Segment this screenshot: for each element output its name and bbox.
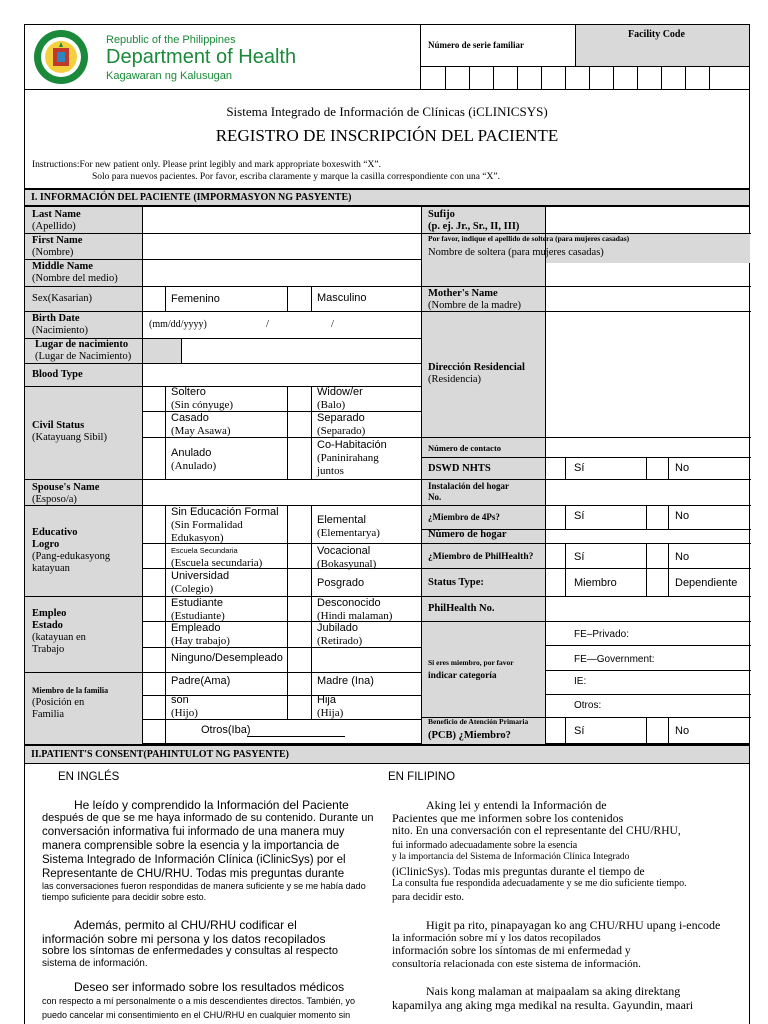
consent-filipino-line: para decidir esto.: [392, 892, 465, 903]
serial-box[interactable]: [686, 66, 710, 90]
philhealth-question: ¿Miembro de PhilHealth?: [428, 552, 534, 562]
consent-english-line: información sobre mi persona y los datos recopilados: [42, 932, 326, 946]
blood-type-label: Blood Type: [32, 369, 83, 380]
option-casado[interactable]: Casado (May Asawa): [171, 412, 231, 437]
first-name-label: First Name: [32, 235, 83, 246]
consent-filipino-line: fui informado adecuadamente sobre la esencia: [392, 840, 578, 851]
option-elemental[interactable]: Elemental (Elementarya): [317, 514, 380, 539]
consent-filipino-line: consultoría relacionada con este sistema de información.: [392, 958, 641, 970]
pcb-si[interactable]: Sí: [574, 725, 585, 737]
system-title: Sistema Integrado de Información de Clínicas (iCLINICSYS): [226, 104, 548, 119]
option-son[interactable]: son (Hijo): [171, 694, 198, 719]
option-separado[interactable]: Separado (Separado): [317, 412, 366, 437]
serial-box[interactable]: [420, 66, 446, 90]
instructions-en: Instructions:For new patient only. Please print legibly and mark appropriate boxeswith “X”.: [32, 160, 381, 170]
middle-name-label: Middle Name: [32, 261, 93, 272]
consent-english-line: Deseo ser informado sobre los resultados médicos: [74, 980, 345, 994]
english-heading: EN INGLÉS: [58, 771, 120, 783]
employment-label: Empleo Estado (katayuan en Trabajo: [32, 608, 86, 655]
family-member-label: Miembro de la familia (Posición en Familia: [32, 686, 109, 720]
consent-english-line: puedo cancelar mi consentimiento en el CHU/RHU en cualquier momento sin: [42, 1010, 351, 1020]
consent-english-line: después de que se me haya informado de su contenido. Durante un: [42, 812, 374, 824]
category-label: indicar categoría: [428, 671, 497, 681]
republic-text: Republic of the Philippines: [106, 34, 236, 46]
status-dependiente[interactable]: Dependiente: [675, 577, 738, 589]
option-universidad[interactable]: Universidad (Colegio): [171, 570, 230, 595]
last-name-label: Last Name: [32, 209, 81, 220]
category-hint: Si eres miembro, por favor: [428, 658, 514, 667]
filipino-heading: EN FILIPINO: [388, 771, 456, 783]
consent-filipino-line: Pacientes que me informen sobre los contenidos: [392, 811, 624, 825]
maiden-hint: Por favor, indique el apellido de soltera (para mujeres casadas): [428, 234, 630, 243]
serial-box[interactable]: [662, 66, 686, 90]
consent-filipino-line: kapamilya ang aking mga medikal na resulta. Gayundin, maari: [392, 998, 694, 1012]
maiden-name-label: Nombre de soltera (para mujeres casadas): [428, 247, 604, 258]
consent-english-line: con respecto a mí personalmente o a mis descendientes directos. También, yo: [42, 996, 356, 1006]
dswd-si[interactable]: Sí: [574, 462, 585, 474]
birth-date-label: Birth Date: [32, 313, 80, 324]
consent-filipino-line: la información sobre mí y los datos recopilados: [392, 932, 601, 944]
serial-box[interactable]: [446, 66, 470, 90]
kagawaran-text: Kagawaran ng Kalusugan: [106, 70, 232, 82]
option-widow[interactable]: Widow/er (Balo): [317, 386, 363, 411]
4ps-no[interactable]: No: [675, 510, 690, 522]
patient-info-table: Last Name (Apellido) First Name (Nombre) Middle Name (Nombre del medio) Sex(Kasarian) Femenino Masculino Birth Date (Nacimiento) (mm/dd/yyyy) / / Lugar de nacimiento (Lugar de Nacimiento) Blood Type Civil Status (Katayuang Sibil) Soltero (Sin cónyuge) Widow/er (Balo) Casado (May Asawa) Separado (Separado) Anulado (Anulado) Co-Habitación (Paninirahang juntos Spouse's Name (Esposo/a) Educativo Logro (Pang-edukasyong katayuan Sin Educación Formal (Sin Formalidad Edukasyon) Elemental (Elementarya) Escuela Secundaria (Escuela secundaria) Vocacional (Bokasyunal) Universidad (Colegio) Posgrado Empleo Estado (katayuan en Trabajo Estudiante (Estudiante) Desconocido (Hindi malaman) Empleado (Hay trabajo) Jubilado (Retirado) Ninguno/Desempleado Miembro de la familia (Posición en Familia Padre(Ama) Madre (Ina) son (Hijo) Hija (Hija) Otros(Iba) Sufijo (p. ej. Jr., Sr., II, III) Por favor, indique el apellido de soltera (para mujeres casadas) Nombre de soltera (para mujeres casadas) Mother's Name (Nombre de la madre) Dirección Residencial (Residencia) Número de contacto DSWD NHTS Sí No Instalación del hogar No. ¿Miembro de 4Ps? Sí No Número de hogar ¿Miembro de PhilHealth? Sí No Status Type: Miembro Dependiente PhilHealth No. Si eres miembro, por favor indicar categoría FE–Privado: FE—Government: IE: Otros: Beneficio de Atención Primaria (PCB) ¿Miembro? Sí No: [24, 206, 750, 744]
sex-label: Sex(Kasarian): [32, 293, 93, 304]
serial-box[interactable]: [542, 66, 566, 90]
fe-privado[interactable]: FE–Privado:: [574, 629, 630, 640]
pcb-hint: Beneficio de Atención Primaria: [428, 717, 529, 726]
consent-filipino-line: y la importancia del Sistema de Información Clínica Integrado: [392, 852, 630, 862]
consent-english-line: Además, permito al CHU/RHU codificar el: [74, 918, 297, 932]
consent-english-line: manera comprensible sobre la esencia y la importancia de: [42, 840, 340, 852]
option-vocacional[interactable]: Vocacional (Bokasyunal): [317, 545, 377, 570]
birth-date-field[interactable]: (mm/dd/yyyy): [149, 319, 207, 330]
option-secundaria[interactable]: Escuela Secundaria (Escuela secundaria): [171, 546, 263, 569]
option-hija[interactable]: Hija (Hija): [317, 694, 344, 719]
serial-box[interactable]: [638, 66, 662, 90]
consent-english-line: Sistema Integrado de Información Clínica (iClinicSys) por el: [42, 854, 346, 866]
option-cohabitacion[interactable]: Co-Habitación (Paninirahang juntos: [317, 439, 387, 477]
status-miembro[interactable]: Miembro: [574, 577, 617, 589]
section1-heading: I. INFORMACIÓN DEL PACIENTE (IMPORMASYON NG PASYENTE): [24, 188, 750, 206]
status-type-label: Status Type:: [428, 577, 484, 588]
consent-english-line: He leído y comprendido la Información del Paciente: [74, 798, 349, 812]
consent-english-line: conversación informativa fui informado de una manera muy: [42, 826, 345, 838]
option-posgrado[interactable]: Posgrado: [317, 577, 365, 589]
pcb-no[interactable]: No: [675, 725, 690, 737]
consent-english-line: sistema de información.: [42, 958, 148, 969]
option-masculino[interactable]: Masculino: [317, 292, 367, 304]
consent-english-line: las conversaciones fueron respondidas de manera suficiente y se me había dado: [42, 881, 366, 891]
option-empleado[interactable]: Empleado (Hay trabajo): [171, 622, 230, 647]
option-anulado[interactable]: Anulado (Anulado): [171, 447, 217, 472]
consent-english-line: Representante de CHU/RHU. Todas mis preguntas durante: [42, 868, 345, 880]
consent-filipino-line: información sobre los síntomas de mi enfermedad y: [392, 945, 631, 957]
birthplace-label: Lugar de nacimiento: [35, 339, 129, 350]
consent-filipino-line: La consulta fue respondida adecuadamente y se me dio suficiente tiempo.: [392, 878, 687, 889]
serial-box[interactable]: [470, 66, 494, 90]
household-install-label: Instalación del hogar No.: [428, 481, 510, 502]
consent-filipino-line: (iClinicSys). Todas mis preguntas durante el tiempo de: [392, 866, 645, 878]
serial-box[interactable]: [614, 66, 638, 90]
option-femenino[interactable]: Femenino: [171, 293, 220, 305]
consent-filipino-line: Higit pa rito, pinapayagan ko ang CHU/RHU upang i-encode: [426, 918, 721, 932]
philhealth-si[interactable]: Sí: [574, 551, 585, 563]
household-number-label: Número de hogar: [428, 529, 507, 540]
4ps-si[interactable]: Sí: [574, 510, 585, 522]
suffix-label: Sufijo (p. ej. Jr., Sr., II, III): [428, 209, 520, 232]
pcb-label: (PCB) ¿Miembro?: [428, 730, 511, 741]
instructions-es: Solo para nuevos pacientes. Por favor, escriba claramente y marque la casilla correspondiente con una “X”.: [92, 172, 500, 182]
option-estudiante[interactable]: Estudiante (Estudiante): [171, 597, 225, 622]
option-desconocido[interactable]: Desconocido (Hindi malaman): [317, 597, 393, 622]
serial-box[interactable]: [566, 66, 590, 90]
philhealth-no[interactable]: No: [675, 551, 690, 563]
philhealth-no-label: PhilHealth No.: [428, 603, 495, 614]
dswd-no[interactable]: No: [675, 462, 690, 474]
ie-option[interactable]: IE:: [574, 676, 587, 687]
consent-filipino-line: Aking lei y entendi la Información de: [426, 798, 607, 812]
mother-name-label: Mother's Name: [428, 288, 498, 299]
consent-filipino-line: Nais kong malaman at maipaalam sa aking direktang: [426, 984, 681, 998]
contact-label: Número de contacto: [428, 443, 502, 453]
department-text: Department of Health: [106, 46, 297, 68]
form-title: REGISTRO DE INSCRIPCIÓN DEL PACIENTE: [215, 126, 559, 145]
option-jubilado[interactable]: Jubilado (Retirado): [317, 622, 363, 647]
option-madre[interactable]: Madre (Ina): [317, 675, 374, 687]
option-ninguno[interactable]: Ninguno/Desempleado: [171, 652, 283, 664]
serial-box[interactable]: [518, 66, 542, 90]
option-soltero[interactable]: Soltero (Sin cónyuge): [171, 386, 234, 411]
serial-box[interactable]: [710, 66, 750, 90]
otros-option[interactable]: Otros:: [574, 700, 602, 711]
option-otros-iba[interactable]: Otros(Iba): [201, 724, 251, 736]
serial-box[interactable]: [494, 66, 518, 90]
section2-heading: II.PATIENT'S CONSENT(PAHINTULOT NG PASYENTE): [24, 744, 750, 764]
education-label: Educativo Logro (Pang-edukasyong katayuan: [32, 527, 111, 574]
facility-code-label: Facility Code: [628, 29, 685, 40]
serial-box[interactable]: [590, 66, 614, 90]
doh-seal: [30, 28, 100, 86]
consent-english-line: sobre los síntomas de enfermedades y consultas al respecto: [42, 945, 338, 957]
consent-filipino-line: nito. En una conversación con el representante del CHU/RHU,: [392, 825, 681, 837]
fe-government[interactable]: FE—Government:: [574, 654, 655, 665]
dswd-label: DSWD NHTS: [428, 463, 491, 474]
option-padre[interactable]: Padre(Ama): [171, 675, 231, 687]
address-label: Dirección Residencial: [428, 362, 525, 373]
4ps-label: ¿Miembro de 4Ps?: [428, 512, 500, 522]
consent-english-line: tiempo suficiente para decidir sobre esto.: [42, 892, 207, 902]
option-sin-educacion[interactable]: Sin Educación Formal (Sin Formalidad Edukasyon): [171, 506, 279, 544]
serial-label: Número de serie familiar: [428, 40, 525, 50]
civil-status-label: Civil Status: [32, 420, 85, 431]
spouse-label: Spouse's Name: [32, 482, 100, 493]
